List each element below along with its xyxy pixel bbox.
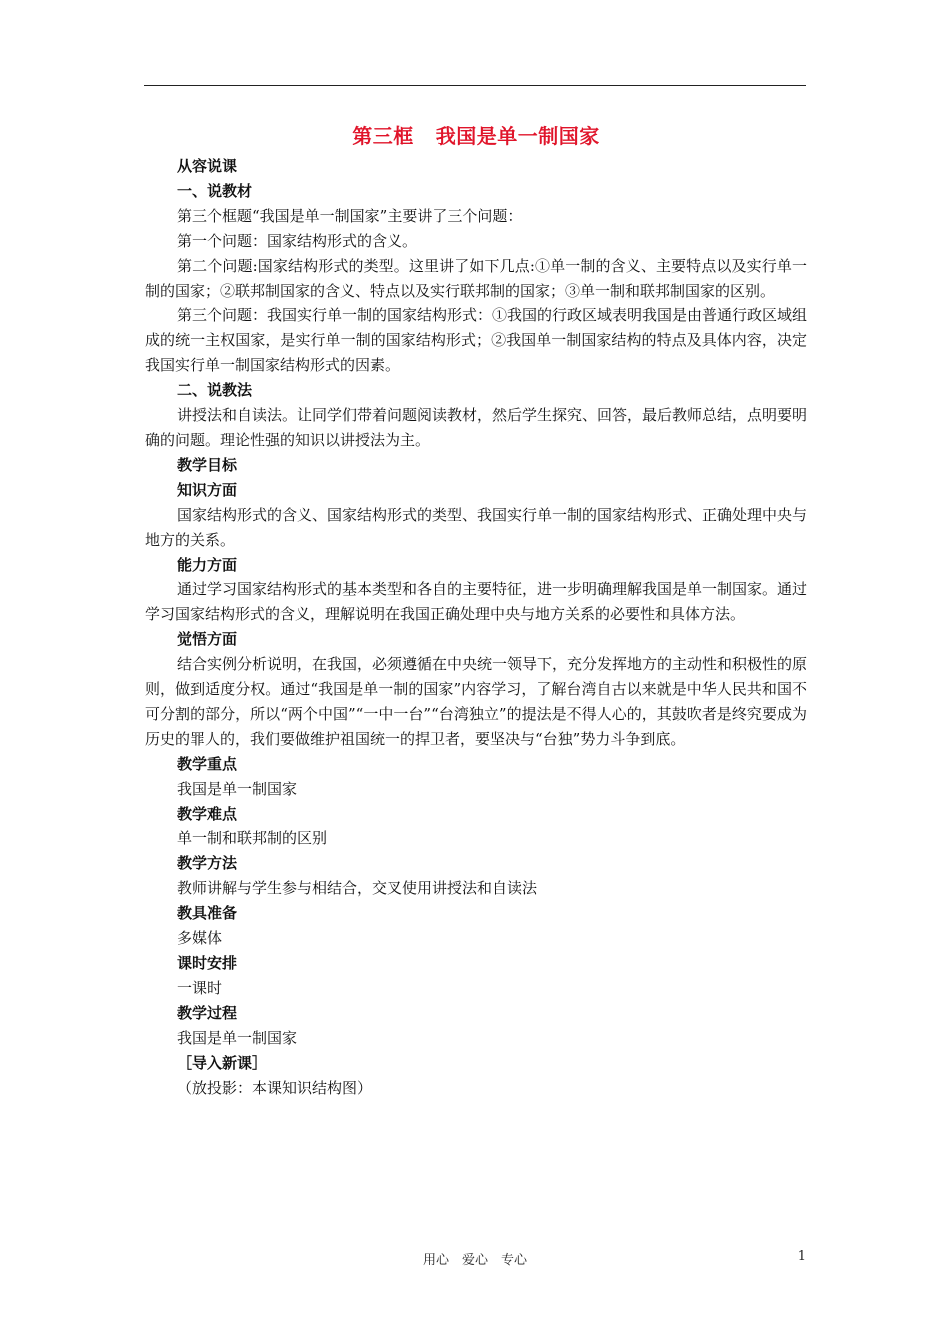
paragraph: 单一制和联邦制的区别 bbox=[177, 829, 328, 848]
header-rule bbox=[144, 85, 806, 86]
paragraph: （放投影：本课知识结构图） bbox=[177, 1078, 373, 1097]
page-number: 1 bbox=[797, 1249, 806, 1264]
section-heading: 教学方法 bbox=[177, 854, 238, 873]
paragraph: 结合实例分析说明，在我国，必须遵循在中央统一领导下，充分发挥地方的主动性和积极性的原则，做到适度分权。通过“我国是单一制的国家”内容学习，了解台湾自古以来就是中华人民共和国不可分割的部分，所以“两个中国”“一中一台”“台湾独立”的提法是不得人心的，其鼓吹者是终究要成为历史的罪人的，我们要做维护祖国统一的捍卫者，要坚决与“台独”势力斗争到底。 bbox=[145, 655, 808, 748]
document-title bbox=[145, 118, 807, 154]
section-heading: 教学重点 bbox=[177, 754, 238, 773]
paragraph: 第三个框题“我国是单一制国家”主要讲了三个问题： bbox=[177, 206, 523, 225]
section-heading: 课时安排 bbox=[177, 954, 238, 972]
paragraph: 国家结构形式的含义、国家结构形式的类型、我国实行单一制的国家结构形式、正确处理中央与地方的关系。 bbox=[145, 505, 808, 549]
footer-motto: 用心 爱心 专心 bbox=[422, 1253, 527, 1268]
paragraph: 第三个问题：我国实行单一制的国家结构形式：①我国的行政区域表明我国是由普通行政区域组成的统一主权国家，是实行单一制的国家结构形式；②我国单一制国家结构的特点及具体内容，决定我国实行单一制国家结构形式的因素。 bbox=[145, 306, 808, 375]
section-heading: 知识方面 bbox=[177, 480, 238, 499]
section-heading: 从容说课 bbox=[177, 157, 238, 175]
paragraph: 教师讲解与学生参与相结合，交叉使用讲授法和自读法 bbox=[177, 879, 538, 898]
paragraph: 第一个问题：国家结构形式的含义。 bbox=[177, 231, 418, 250]
section-heading: ［导入新课］ bbox=[177, 1053, 268, 1072]
section-heading: 教学难点 bbox=[177, 804, 238, 823]
paragraph: 我国是单一制国家 bbox=[177, 779, 298, 798]
section-heading: 能力方面 bbox=[177, 555, 238, 574]
section-heading: 二、说教法 bbox=[177, 381, 253, 400]
text-blocks bbox=[145, 154, 807, 1100]
paragraph: 我国是单一制国家 bbox=[177, 1028, 298, 1047]
title-part-1: 第三框 bbox=[352, 124, 414, 148]
paragraph: 讲授法和自读法。让同学们带着问题阅读教材，然后学生探究、回答，最后教师总结，点明要明确的问题。理论性强的知识以讲授法为主。 bbox=[145, 406, 808, 449]
section-heading: 一、说教材 bbox=[177, 181, 253, 200]
title-part-2: 我国是单一制国家 bbox=[435, 124, 600, 148]
paragraph: 通过学习国家结构形式的基本类型和各自的主要特征，进一步明确理解我国是单一制国家。通过学习国家结构形式的含义，理解说明在我国正确处理中央与地方关系的必要性和具体方法。 bbox=[145, 580, 808, 624]
paragraph: 一课时 bbox=[177, 978, 223, 997]
section-heading: 教具准备 bbox=[177, 904, 238, 923]
section-heading: 教学过程 bbox=[177, 1003, 238, 1022]
document-body bbox=[145, 118, 807, 1100]
section-heading: 觉悟方面 bbox=[177, 630, 238, 649]
paragraph: 多媒体 bbox=[177, 929, 223, 948]
page-footer bbox=[0, 1249, 950, 1269]
section-heading: 教学目标 bbox=[177, 455, 238, 474]
paragraph: 第二个问题:国家结构形式的类型。这里讲了如下几点:①单一制的含义、主要特点以及实行单一制的国家；②联邦制国家的含义、特点以及实行联邦制的国家；③单一制和联邦制国家的区别。 bbox=[145, 256, 807, 300]
